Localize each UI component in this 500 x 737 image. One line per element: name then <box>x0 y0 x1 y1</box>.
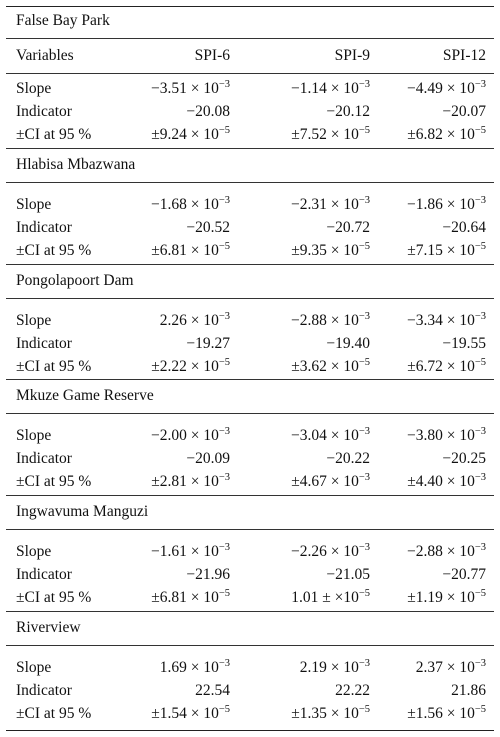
value-cell <box>291 194 370 216</box>
value-exponent: −5 <box>218 588 230 599</box>
value-cell <box>151 240 230 262</box>
value-exponent: −5 <box>218 357 230 368</box>
value-cell <box>407 194 486 216</box>
section-rule-bottom <box>6 529 494 530</box>
table-row-pongolapoort-dam-ci-95 <box>0 356 500 378</box>
bottom-rule <box>6 730 494 731</box>
value-cell <box>335 680 370 702</box>
value-cell <box>442 448 486 470</box>
value-mantissa: 1.01 ± ×10 <box>291 589 359 606</box>
value-exponent: −3 <box>218 195 230 206</box>
value-exponent: −5 <box>358 588 370 599</box>
value-mantissa: −19.27 <box>186 335 230 352</box>
value-mantissa: −20.52 <box>186 219 230 236</box>
header-rule-bottom <box>6 73 494 74</box>
value-mantissa: −2.88 × 10 <box>406 543 475 560</box>
value-cell <box>160 310 230 332</box>
value-mantissa: −3.34 × 10 <box>406 312 475 329</box>
row-label-ci-95: ±CI at 95 % <box>16 126 92 143</box>
row-label-slope: Slope <box>16 80 52 97</box>
value-mantissa: ±2.81 × 10 <box>151 473 219 490</box>
value-mantissa: ±6.81 × 10 <box>151 242 219 259</box>
value-cell <box>326 564 370 586</box>
section-rule-top <box>6 379 494 380</box>
value-exponent: −3 <box>358 79 370 90</box>
row-label-ci-95: ±CI at 95 % <box>16 589 92 606</box>
value-cell <box>291 703 370 725</box>
row-label-indicator: Indicator <box>16 450 72 467</box>
value-exponent: −3 <box>358 195 370 206</box>
value-exponent: −3 <box>218 79 230 90</box>
value-exponent: −3 <box>474 542 486 553</box>
value-cell <box>151 541 230 563</box>
value-mantissa: −1.14 × 10 <box>290 80 359 97</box>
value-mantissa: ±2.22 × 10 <box>151 358 219 375</box>
value-mantissa: −2.31 × 10 <box>290 196 359 213</box>
value-cell <box>186 564 230 586</box>
value-exponent: −5 <box>474 125 486 136</box>
section-rule-top <box>6 264 494 265</box>
value-exponent: −5 <box>358 241 370 252</box>
section-rule-bottom <box>6 413 494 414</box>
value-cell <box>186 217 230 239</box>
value-cell <box>407 310 486 332</box>
value-cell <box>291 541 370 563</box>
table-row-ingwavuma-manguzi-indicator <box>0 564 500 586</box>
value-mantissa: −20.64 <box>442 219 486 236</box>
value-mantissa: −20.07 <box>442 103 486 120</box>
value-cell <box>291 310 370 332</box>
section-title-false-bay-park: False Bay Park <box>16 12 110 29</box>
row-label-indicator: Indicator <box>16 566 72 583</box>
value-cell <box>407 587 486 609</box>
row-label-indicator: Indicator <box>16 682 72 699</box>
value-mantissa: −1.61 × 10 <box>150 543 219 560</box>
table-row-ingwavuma-manguzi-ci-95 <box>0 587 500 609</box>
value-cell <box>442 333 486 355</box>
table-row-ingwavuma-manguzi-slope <box>0 541 500 563</box>
value-mantissa: −2.26 × 10 <box>290 543 359 560</box>
section-title-pongolapoort-dam: Pongolapoort Dam <box>16 272 134 289</box>
value-cell <box>326 333 370 355</box>
value-cell <box>151 425 230 447</box>
value-cell <box>300 657 370 679</box>
value-exponent: −3 <box>218 426 230 437</box>
value-cell <box>151 703 230 725</box>
table-row-mkuze-game-reserve-ci-95 <box>0 471 500 493</box>
value-exponent: −5 <box>218 125 230 136</box>
value-exponent: −5 <box>474 241 486 252</box>
table-row-mkuze-game-reserve-indicator <box>0 448 500 470</box>
row-label-slope: Slope <box>16 543 52 560</box>
value-mantissa: ±9.24 × 10 <box>151 126 219 143</box>
value-cell <box>407 471 486 493</box>
value-mantissa: ±1.35 × 10 <box>291 705 359 722</box>
value-mantissa: −20.72 <box>326 219 370 236</box>
value-cell <box>291 587 370 609</box>
value-mantissa: −20.09 <box>186 450 230 467</box>
value-exponent: −5 <box>358 704 370 715</box>
value-exponent: −3 <box>358 311 370 322</box>
table-row-false-bay-park-indicator <box>0 101 500 123</box>
value-mantissa: −20.08 <box>186 103 230 120</box>
table-row-pongolapoort-dam-indicator <box>0 333 500 355</box>
value-exponent: −3 <box>474 79 486 90</box>
value-exponent: −5 <box>218 241 230 252</box>
value-mantissa: ±4.67 × 10 <box>291 473 359 490</box>
section-rule-top <box>6 148 494 149</box>
section-title-ingwavuma-manguzi: Ingwavuma Manguzi <box>16 503 149 520</box>
value-cell <box>407 78 486 100</box>
value-mantissa: ±6.82 × 10 <box>407 126 475 143</box>
value-cell <box>407 703 486 725</box>
value-exponent: −5 <box>358 125 370 136</box>
header-spi-12: SPI-12 <box>442 47 486 64</box>
value-exponent: −3 <box>474 658 486 669</box>
header-variables: Variables <box>16 47 74 64</box>
value-cell <box>407 240 486 262</box>
value-cell <box>291 356 370 378</box>
value-cell <box>442 217 486 239</box>
value-cell <box>407 356 486 378</box>
value-exponent: −5 <box>218 704 230 715</box>
row-label-ci-95: ±CI at 95 % <box>16 473 92 490</box>
value-cell <box>151 78 230 100</box>
value-mantissa: ±6.81 × 10 <box>151 589 219 606</box>
value-exponent: −3 <box>474 195 486 206</box>
row-label-slope: Slope <box>16 659 52 676</box>
value-cell <box>151 356 230 378</box>
value-mantissa: −19.55 <box>442 335 486 352</box>
value-cell <box>186 448 230 470</box>
value-exponent: −5 <box>474 588 486 599</box>
section-title-hlabisa-mbazwana: Hlabisa Mbazwana <box>16 156 136 173</box>
value-mantissa: −1.86 × 10 <box>406 196 475 213</box>
value-mantissa: ±7.52 × 10 <box>291 126 359 143</box>
value-mantissa: −2.88 × 10 <box>290 312 359 329</box>
row-label-ci-95: ±CI at 95 % <box>16 358 92 375</box>
value-exponent: −5 <box>358 357 370 368</box>
value-mantissa: −21.96 <box>186 566 230 583</box>
table-row-pongolapoort-dam-slope <box>0 310 500 332</box>
value-exponent: −3 <box>358 426 370 437</box>
table-row-hlabisa-mbazwana-ci-95 <box>0 240 500 262</box>
section-rule-bottom <box>6 182 494 183</box>
value-mantissa: −2.00 × 10 <box>150 427 219 444</box>
header-spi-9: SPI-9 <box>334 47 370 64</box>
table-row-hlabisa-mbazwana-indicator <box>0 217 500 239</box>
value-cell <box>326 448 370 470</box>
value-mantissa: 2.26 × 10 <box>159 312 219 329</box>
value-cell <box>326 101 370 123</box>
section-title-mkuze-game-reserve: Mkuze Game Reserve <box>16 387 154 404</box>
table-row-riverview-slope <box>0 657 500 679</box>
value-exponent: −5 <box>474 704 486 715</box>
value-cell <box>326 217 370 239</box>
value-cell <box>451 680 486 702</box>
value-exponent: −3 <box>474 311 486 322</box>
value-cell <box>416 657 486 679</box>
value-exponent: −3 <box>358 542 370 553</box>
value-mantissa: −20.12 <box>326 103 370 120</box>
value-mantissa: −3.80 × 10 <box>406 427 475 444</box>
value-mantissa: 1.69 × 10 <box>159 659 219 676</box>
value-cell <box>442 564 486 586</box>
value-mantissa: −20.77 <box>442 566 486 583</box>
section-rule-top <box>6 611 494 612</box>
top-rule <box>6 6 494 7</box>
section-rule-top <box>6 495 494 496</box>
value-mantissa: −4.49 × 10 <box>406 80 475 97</box>
value-exponent: −3 <box>474 472 486 483</box>
value-cell <box>151 587 230 609</box>
value-cell <box>186 333 230 355</box>
value-mantissa: 2.37 × 10 <box>415 659 475 676</box>
value-mantissa: ±6.72 × 10 <box>407 358 475 375</box>
value-cell <box>407 425 486 447</box>
value-exponent: −3 <box>218 472 230 483</box>
value-mantissa: ±3.62 × 10 <box>291 358 359 375</box>
row-label-indicator: Indicator <box>16 335 72 352</box>
value-mantissa: −21.05 <box>326 566 370 583</box>
value-cell <box>160 657 230 679</box>
value-exponent: −3 <box>218 658 230 669</box>
row-label-ci-95: ±CI at 95 % <box>16 242 92 259</box>
row-label-slope: Slope <box>16 427 52 444</box>
value-cell <box>291 425 370 447</box>
row-label-slope: Slope <box>16 196 52 213</box>
header-rule-top <box>6 38 494 39</box>
value-mantissa: −20.25 <box>442 450 486 467</box>
value-cell <box>151 124 230 146</box>
row-label-ci-95: ±CI at 95 % <box>16 705 92 722</box>
value-cell <box>291 78 370 100</box>
table-row-false-bay-park-slope <box>0 78 500 100</box>
table-row-mkuze-game-reserve-slope <box>0 425 500 447</box>
value-cell <box>407 541 486 563</box>
value-exponent: −3 <box>358 472 370 483</box>
value-cell <box>291 124 370 146</box>
value-mantissa: −3.04 × 10 <box>290 427 359 444</box>
value-mantissa: ±4.40 × 10 <box>407 473 475 490</box>
value-mantissa: ±7.15 × 10 <box>407 242 475 259</box>
value-mantissa: −1.68 × 10 <box>150 196 219 213</box>
header-spi-6: SPI-6 <box>194 47 230 64</box>
value-mantissa: 22.22 <box>335 682 370 699</box>
row-label-indicator: Indicator <box>16 103 72 120</box>
value-cell <box>186 101 230 123</box>
value-mantissa: ±1.54 × 10 <box>151 705 219 722</box>
table-row-false-bay-park-ci-95 <box>0 124 500 146</box>
value-exponent: −5 <box>474 357 486 368</box>
table-row-hlabisa-mbazwana-slope <box>0 194 500 216</box>
row-label-indicator: Indicator <box>16 219 72 236</box>
value-mantissa: −19.40 <box>326 335 370 352</box>
section-title-riverview: Riverview <box>16 619 81 636</box>
value-cell <box>195 680 230 702</box>
value-cell <box>291 240 370 262</box>
value-exponent: −3 <box>218 311 230 322</box>
value-mantissa: ±1.56 × 10 <box>407 705 475 722</box>
value-cell <box>151 471 230 493</box>
value-cell <box>407 124 486 146</box>
value-mantissa: −20.22 <box>326 450 370 467</box>
value-cell <box>291 471 370 493</box>
section-rule-bottom <box>6 298 494 299</box>
value-exponent: −3 <box>218 542 230 553</box>
row-label-slope: Slope <box>16 312 52 329</box>
value-mantissa: 2.19 × 10 <box>299 659 359 676</box>
table-row-riverview-indicator <box>0 680 500 702</box>
value-cell <box>442 101 486 123</box>
section-rule-bottom <box>6 645 494 646</box>
table-row-riverview-ci-95 <box>0 703 500 725</box>
value-exponent: −3 <box>358 658 370 669</box>
value-mantissa: 22.54 <box>195 682 230 699</box>
value-cell <box>151 194 230 216</box>
value-mantissa: ±9.35 × 10 <box>291 242 359 259</box>
value-mantissa: 21.86 <box>451 682 486 699</box>
value-exponent: −3 <box>474 426 486 437</box>
value-mantissa: −3.51 × 10 <box>150 80 219 97</box>
value-mantissa: ±1.19 × 10 <box>407 589 475 606</box>
